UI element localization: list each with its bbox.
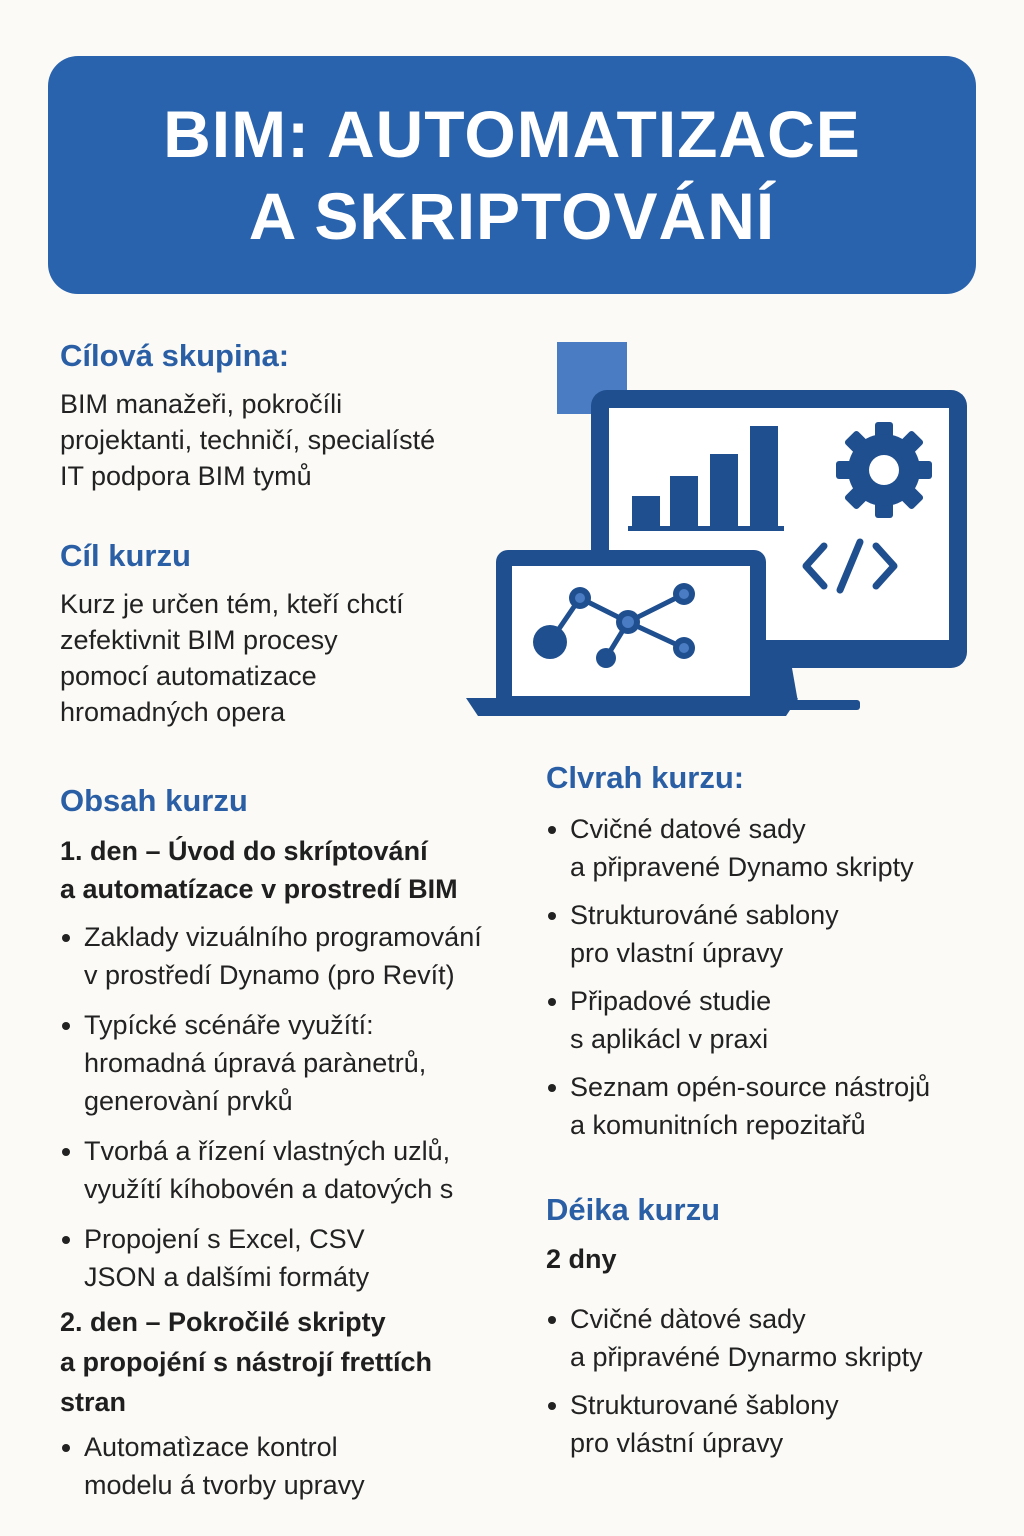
list-item	[546, 810, 930, 886]
list-item-line: Cvičné dàtové sady	[570, 1304, 806, 1334]
duration-heading: Déika kurzu	[546, 1192, 721, 1227]
text-line: zefektivnit BIM procesy	[60, 625, 338, 655]
list-item	[60, 1132, 482, 1208]
list-item	[546, 1300, 923, 1376]
duration-bullets	[546, 1300, 923, 1462]
list-item-line: pro vlástní úpravy	[570, 1428, 784, 1458]
computer-illustration	[460, 336, 980, 726]
list-item-line: využítí kíhobovén a datových s	[84, 1174, 454, 1204]
list-item-line: Propojení s Excel, CSV	[84, 1224, 365, 1254]
text-line: hromadných opera	[60, 697, 286, 727]
list-item-line: Seznam opén-source nástrojů	[570, 1072, 931, 1102]
list-item-line: Cvičné datové sady	[570, 814, 806, 844]
day1-bullets	[60, 918, 482, 1296]
page-title-line-1: BIM: AUTOMATIZACE	[163, 97, 861, 171]
list-item	[60, 1006, 482, 1120]
day1-title-line: a automatízace v prostredí BIM	[60, 874, 458, 904]
outputs-bullets	[546, 810, 930, 1144]
list-item-line: modelu á tvorby upravy	[84, 1470, 365, 1500]
list-item-line: v prostředí Dynamo (pro Revít)	[84, 960, 455, 990]
list-item-line: pro vlastní úpravy	[570, 938, 784, 968]
page-title-line-2: A SKRIPTOVÁNÍ	[248, 179, 776, 253]
list-item-line: Připadové studie	[570, 986, 772, 1016]
list-item	[60, 1428, 365, 1504]
list-item-line: a připravéné Dynarmo skripty	[570, 1342, 923, 1372]
list-item-line: Strukturováné sablony	[570, 900, 839, 930]
list-item	[60, 918, 482, 994]
outputs-heading: Clvrah kurzu:	[546, 760, 745, 795]
course-goal-heading: Cíl kurzu	[60, 538, 191, 573]
list-item-line: Tvorbá a řízení vlastných uzlů,	[84, 1136, 451, 1166]
day2-title-line: stran	[60, 1387, 127, 1417]
list-item-line: JSON a dalšími formáty	[84, 1262, 370, 1292]
text-line: IT podpora BIM tymů	[60, 461, 312, 491]
target-group-text	[60, 386, 435, 494]
list-item	[546, 1386, 923, 1462]
day2-title	[60, 1302, 432, 1422]
gear-icon	[836, 422, 932, 518]
day2-title-line: 2. den – Pokročilé skripty	[60, 1307, 386, 1337]
list-item-line: Typícké scénáře využítí:	[84, 1010, 374, 1040]
day1-title	[60, 832, 458, 908]
list-item-line: Automatìzace kontrol	[84, 1432, 338, 1462]
text-line: projektanti, techničí, specialísté	[60, 425, 436, 455]
duration-value: 2 dny	[546, 1244, 617, 1274]
list-item	[546, 1068, 930, 1144]
day1-title-line: 1. den – Úvod do skríptování	[60, 836, 428, 866]
list-item	[546, 896, 930, 972]
list-item	[60, 1220, 482, 1296]
list-item-line: Zaklady vizuálního programování	[84, 922, 482, 952]
target-group-heading: Cílová skupina:	[60, 338, 290, 373]
course-goal-text	[60, 586, 404, 730]
list-item	[546, 982, 930, 1058]
title-banner	[48, 56, 976, 294]
content-heading: Obsah kurzu	[60, 783, 248, 818]
list-item-line: generovàní prvků	[84, 1086, 293, 1116]
list-item-line: hromadná úpravá parànetrů,	[84, 1048, 427, 1078]
list-item-line: Strukturované šablony	[570, 1390, 839, 1420]
text-line: pomocí automatizace	[60, 661, 317, 691]
list-item-line: s aplikácl v praxi	[570, 1024, 769, 1054]
text-line: BIM manažeři, pokročíli	[60, 389, 343, 419]
day2-bullets	[60, 1428, 365, 1504]
list-item-line: a připravené Dynamo skripty	[570, 852, 914, 882]
list-item-line: a komunitních repozitařů	[570, 1110, 866, 1140]
day2-title-line: a propojéní s nástrojí frettích	[60, 1347, 433, 1377]
text-line: Kurz je určen tém, kteří chctí	[60, 589, 404, 619]
